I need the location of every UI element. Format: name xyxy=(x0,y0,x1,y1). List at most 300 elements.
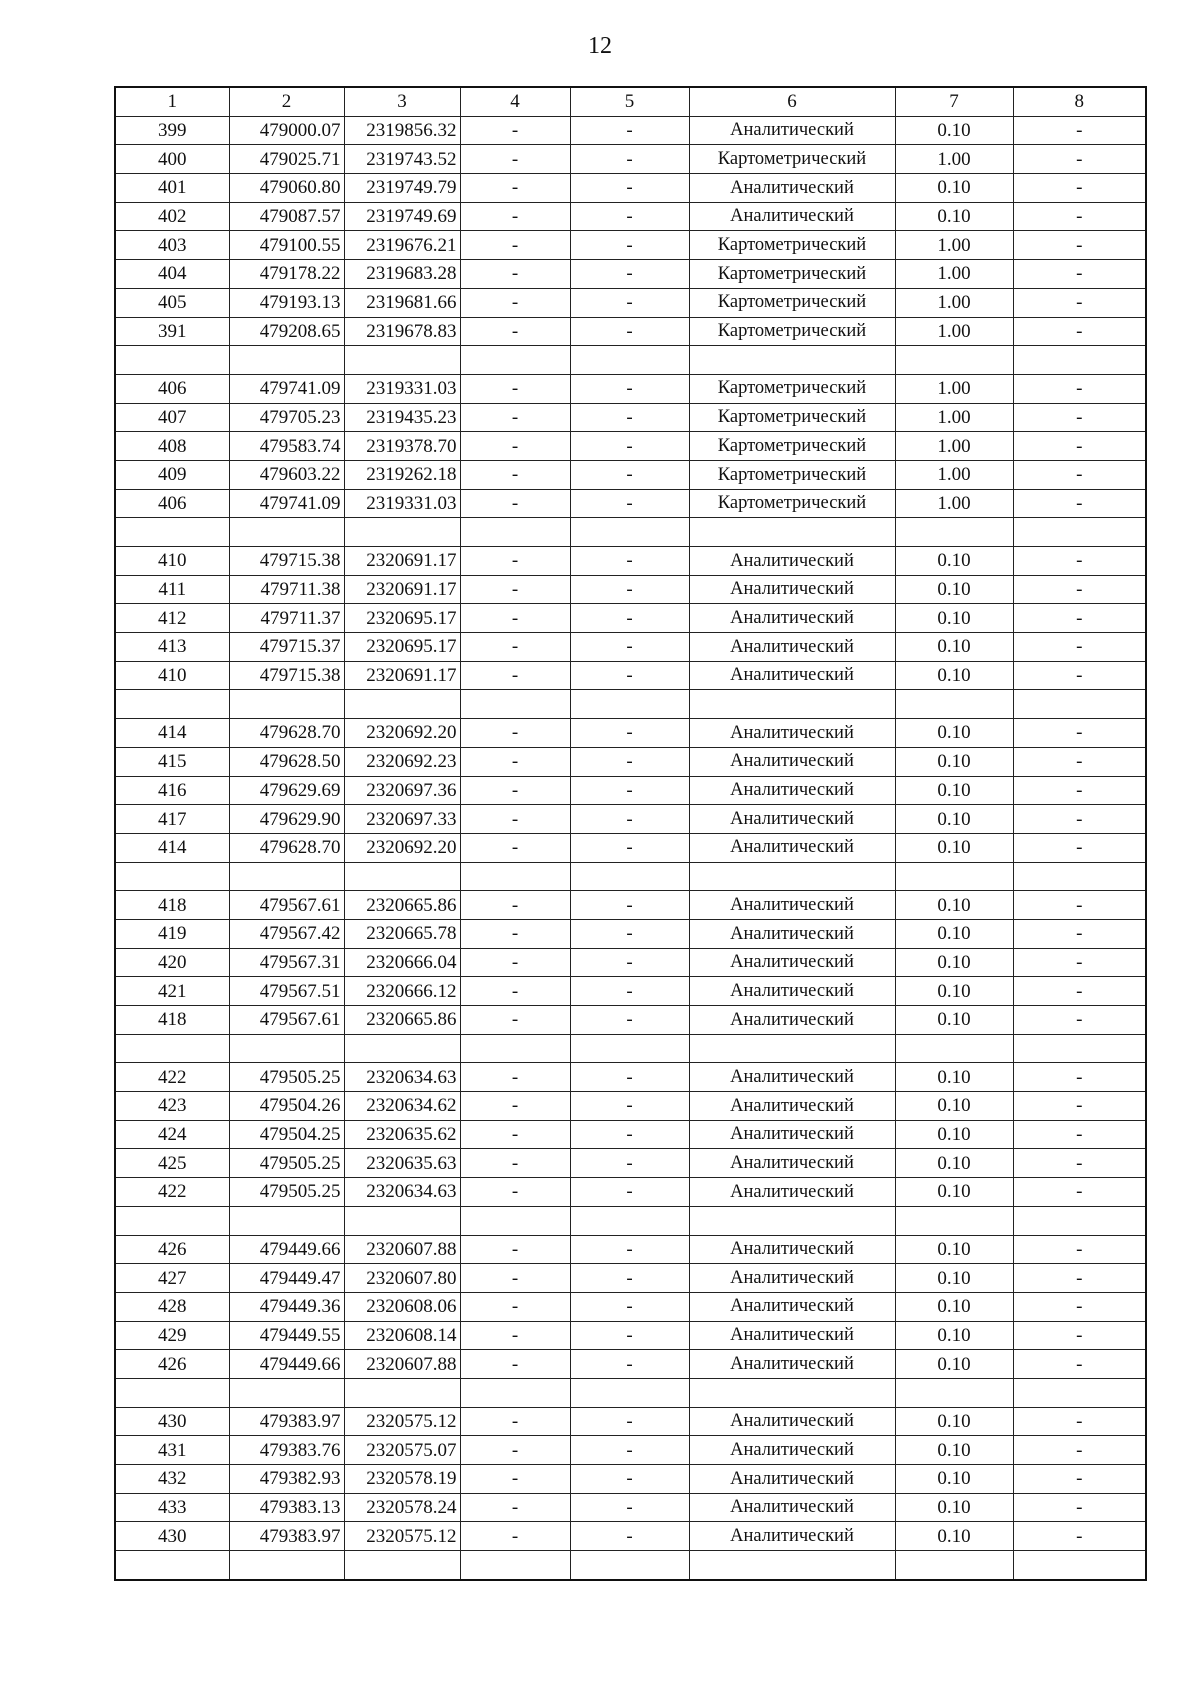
column-4-cell: - xyxy=(460,919,570,948)
method-cell: Аналитический xyxy=(689,891,895,920)
column-8-cell: - xyxy=(1013,1436,1146,1465)
x-coordinate-cell: 479629.90 xyxy=(229,805,344,834)
column-4-cell: - xyxy=(460,1292,570,1321)
y-coordinate-cell: 2320575.12 xyxy=(344,1407,460,1436)
column-4-cell: - xyxy=(460,747,570,776)
accuracy-cell: 0.10 xyxy=(895,747,1013,776)
column-4-cell: - xyxy=(460,891,570,920)
column-4-cell: - xyxy=(460,403,570,432)
column-4-cell: - xyxy=(460,1465,570,1494)
point-number-cell: 420 xyxy=(115,948,229,977)
column-5-cell: - xyxy=(570,1522,689,1551)
column-8-cell xyxy=(1013,1206,1146,1235)
y-coordinate-cell: 2319856.32 xyxy=(344,116,460,145)
table-row xyxy=(115,1321,1146,1350)
table-row xyxy=(115,1407,1146,1436)
y-coordinate-cell: 2320691.17 xyxy=(344,547,460,576)
column-4-cell: - xyxy=(460,776,570,805)
x-coordinate-cell xyxy=(229,1034,344,1063)
table-row xyxy=(115,288,1146,317)
y-coordinate-cell: 2320634.63 xyxy=(344,1178,460,1207)
point-number-cell xyxy=(115,346,229,375)
y-coordinate-cell: 2319681.66 xyxy=(344,288,460,317)
column-8-cell: - xyxy=(1013,948,1146,977)
table-row xyxy=(115,633,1146,662)
table-row xyxy=(115,518,1146,547)
method-cell: Аналитический xyxy=(689,116,895,145)
column-8-cell xyxy=(1013,518,1146,547)
table-row xyxy=(115,1235,1146,1264)
column-5-cell: - xyxy=(570,977,689,1006)
accuracy-cell: 0.10 xyxy=(895,1235,1013,1264)
x-coordinate-cell xyxy=(229,862,344,891)
column-5-cell: - xyxy=(570,1178,689,1207)
method-cell xyxy=(689,1378,895,1407)
accuracy-cell: 0.10 xyxy=(895,1407,1013,1436)
column-8-cell: - xyxy=(1013,202,1146,231)
column-8-cell: - xyxy=(1013,1149,1146,1178)
method-cell xyxy=(689,862,895,891)
method-cell: Аналитический xyxy=(689,977,895,1006)
column-8-cell: - xyxy=(1013,633,1146,662)
page-number: 12 xyxy=(588,33,612,59)
point-number-cell xyxy=(115,518,229,547)
accuracy-cell: 1.00 xyxy=(895,460,1013,489)
column-8-cell: - xyxy=(1013,1465,1146,1494)
column-8-cell xyxy=(1013,690,1146,719)
y-coordinate-cell: 2320695.17 xyxy=(344,604,460,633)
accuracy-cell: 1.00 xyxy=(895,432,1013,461)
x-coordinate-cell: 479449.66 xyxy=(229,1350,344,1379)
column-4-cell xyxy=(460,346,570,375)
column-5-cell: - xyxy=(570,1006,689,1035)
x-coordinate-cell: 479087.57 xyxy=(229,202,344,231)
table-row xyxy=(115,690,1146,719)
method-cell: Аналитический xyxy=(689,719,895,748)
method-cell: Аналитический xyxy=(689,1465,895,1494)
column-4-cell: - xyxy=(460,1149,570,1178)
accuracy-cell: 0.10 xyxy=(895,633,1013,662)
column-8-cell: - xyxy=(1013,833,1146,862)
method-cell: Аналитический xyxy=(689,633,895,662)
column-8-cell: - xyxy=(1013,805,1146,834)
accuracy-cell: 0.10 xyxy=(895,604,1013,633)
column-5-cell: - xyxy=(570,604,689,633)
method-cell: Картометрический xyxy=(689,489,895,518)
y-coordinate-cell: 2320691.17 xyxy=(344,575,460,604)
column-8-cell: - xyxy=(1013,231,1146,260)
method-cell: Картометрический xyxy=(689,231,895,260)
column-4-cell: - xyxy=(460,1006,570,1035)
table-row xyxy=(115,1149,1146,1178)
table-row xyxy=(115,1436,1146,1465)
table-row xyxy=(115,1378,1146,1407)
point-number-cell: 426 xyxy=(115,1350,229,1379)
accuracy-cell: 0.10 xyxy=(895,202,1013,231)
column-8-cell: - xyxy=(1013,403,1146,432)
x-coordinate-cell: 479178.22 xyxy=(229,260,344,289)
accuracy-cell: 0.10 xyxy=(895,575,1013,604)
accuracy-cell: 0.10 xyxy=(895,1264,1013,1293)
column-8-cell: - xyxy=(1013,317,1146,346)
column-4-cell: - xyxy=(460,432,570,461)
column-8-cell: - xyxy=(1013,776,1146,805)
x-coordinate-cell: 479628.50 xyxy=(229,747,344,776)
column-5-cell: - xyxy=(570,547,689,576)
column-5-cell: - xyxy=(570,1321,689,1350)
point-number-cell: 421 xyxy=(115,977,229,1006)
column-5-cell: - xyxy=(570,1149,689,1178)
column-4-cell: - xyxy=(460,202,570,231)
column-8-cell: - xyxy=(1013,432,1146,461)
x-coordinate-cell: 479711.38 xyxy=(229,575,344,604)
column-5-cell: - xyxy=(570,231,689,260)
column-4-cell xyxy=(460,1551,570,1580)
x-coordinate-cell: 479567.42 xyxy=(229,919,344,948)
method-cell: Аналитический xyxy=(689,1092,895,1121)
x-coordinate-cell: 479715.38 xyxy=(229,547,344,576)
method-cell xyxy=(689,690,895,719)
point-number-cell: 399 xyxy=(115,116,229,145)
column-8-cell: - xyxy=(1013,604,1146,633)
y-coordinate-cell: 2320608.06 xyxy=(344,1292,460,1321)
method-cell: Картометрический xyxy=(689,145,895,174)
x-coordinate-cell: 479383.76 xyxy=(229,1436,344,1465)
point-number-cell: 427 xyxy=(115,1264,229,1293)
table-row xyxy=(115,919,1146,948)
table-row xyxy=(115,805,1146,834)
accuracy-cell: 0.10 xyxy=(895,1292,1013,1321)
x-coordinate-cell: 479504.25 xyxy=(229,1120,344,1149)
table-row xyxy=(115,1264,1146,1293)
accuracy-cell: 0.10 xyxy=(895,1465,1013,1494)
table-row xyxy=(115,1034,1146,1063)
point-number-cell: 418 xyxy=(115,891,229,920)
column-4-cell: - xyxy=(460,260,570,289)
column-4-cell: - xyxy=(460,174,570,203)
accuracy-cell: 0.10 xyxy=(895,547,1013,576)
y-coordinate-cell: 2320665.78 xyxy=(344,919,460,948)
column-5-cell xyxy=(570,1206,689,1235)
column-5-cell: - xyxy=(570,833,689,862)
column-5-cell: - xyxy=(570,661,689,690)
x-coordinate-cell: 479060.80 xyxy=(229,174,344,203)
point-number-cell xyxy=(115,1034,229,1063)
method-cell: Аналитический xyxy=(689,1006,895,1035)
y-coordinate-cell: 2320578.24 xyxy=(344,1493,460,1522)
table-row xyxy=(115,1551,1146,1580)
column-8-cell: - xyxy=(1013,1006,1146,1035)
point-number-cell: 419 xyxy=(115,919,229,948)
column-5-cell: - xyxy=(570,1292,689,1321)
table-row xyxy=(115,174,1146,203)
column-5-cell: - xyxy=(570,575,689,604)
method-cell: Картометрический xyxy=(689,403,895,432)
column-5-cell: - xyxy=(570,374,689,403)
y-coordinate-cell xyxy=(344,346,460,375)
accuracy-cell: 0.10 xyxy=(895,891,1013,920)
column-8-cell: - xyxy=(1013,1493,1146,1522)
method-cell: Картометрический xyxy=(689,432,895,461)
accuracy-cell xyxy=(895,1551,1013,1580)
column-4-cell: - xyxy=(460,460,570,489)
accuracy-cell: 0.10 xyxy=(895,1120,1013,1149)
accuracy-cell xyxy=(895,1378,1013,1407)
accuracy-cell: 1.00 xyxy=(895,317,1013,346)
accuracy-cell: 0.10 xyxy=(895,1092,1013,1121)
y-coordinate-cell: 2320692.20 xyxy=(344,833,460,862)
column-4-cell: - xyxy=(460,547,570,576)
y-coordinate-cell: 2320634.62 xyxy=(344,1092,460,1121)
method-cell xyxy=(689,346,895,375)
x-coordinate-cell: 479705.23 xyxy=(229,403,344,432)
table-row xyxy=(115,1120,1146,1149)
column-4-cell: - xyxy=(460,1092,570,1121)
table-row xyxy=(115,1350,1146,1379)
point-number-cell: 425 xyxy=(115,1149,229,1178)
column-4-cell: - xyxy=(460,145,570,174)
column-4-cell: - xyxy=(460,116,570,145)
x-coordinate-cell: 479383.13 xyxy=(229,1493,344,1522)
column-5-cell: - xyxy=(570,460,689,489)
x-coordinate-cell: 479567.61 xyxy=(229,891,344,920)
point-number-cell: 418 xyxy=(115,1006,229,1035)
table-row xyxy=(115,460,1146,489)
column-8-cell xyxy=(1013,1551,1146,1580)
accuracy-cell: 0.10 xyxy=(895,174,1013,203)
column-header: 4 xyxy=(460,87,570,116)
method-cell: Аналитический xyxy=(689,1522,895,1551)
x-coordinate-cell: 479383.97 xyxy=(229,1522,344,1551)
method-cell xyxy=(689,1551,895,1580)
column-8-cell xyxy=(1013,1034,1146,1063)
column-5-cell: - xyxy=(570,919,689,948)
table-row xyxy=(115,833,1146,862)
accuracy-cell: 1.00 xyxy=(895,260,1013,289)
column-4-cell xyxy=(460,1034,570,1063)
point-number-cell: 426 xyxy=(115,1235,229,1264)
accuracy-cell: 1.00 xyxy=(895,403,1013,432)
table-body xyxy=(115,116,1146,1580)
column-8-cell: - xyxy=(1013,174,1146,203)
x-coordinate-cell: 479603.22 xyxy=(229,460,344,489)
x-coordinate-cell xyxy=(229,690,344,719)
x-coordinate-cell: 479193.13 xyxy=(229,288,344,317)
table-row xyxy=(115,260,1146,289)
method-cell: Аналитический xyxy=(689,776,895,805)
method-cell: Аналитический xyxy=(689,1493,895,1522)
method-cell: Картометрический xyxy=(689,374,895,403)
x-coordinate-cell: 479504.26 xyxy=(229,1092,344,1121)
column-5-cell: - xyxy=(570,489,689,518)
method-cell: Картометрический xyxy=(689,460,895,489)
table-row xyxy=(115,1292,1146,1321)
column-8-cell: - xyxy=(1013,116,1146,145)
column-8-cell: - xyxy=(1013,747,1146,776)
x-coordinate-cell: 479100.55 xyxy=(229,231,344,260)
x-coordinate-cell: 479567.61 xyxy=(229,1006,344,1035)
column-5-cell: - xyxy=(570,1120,689,1149)
method-cell: Аналитический xyxy=(689,1063,895,1092)
x-coordinate-cell xyxy=(229,1378,344,1407)
column-5-cell: - xyxy=(570,145,689,174)
accuracy-cell: 0.10 xyxy=(895,1522,1013,1551)
column-5-cell: - xyxy=(570,288,689,317)
column-8-cell: - xyxy=(1013,1178,1146,1207)
column-8-cell: - xyxy=(1013,977,1146,1006)
y-coordinate-cell xyxy=(344,1378,460,1407)
accuracy-cell: 0.10 xyxy=(895,805,1013,834)
coordinates-table xyxy=(114,86,1147,1581)
table-row xyxy=(115,116,1146,145)
x-coordinate-cell: 479383.97 xyxy=(229,1407,344,1436)
point-number-cell: 401 xyxy=(115,174,229,203)
table-row xyxy=(115,977,1146,1006)
table-row xyxy=(115,432,1146,461)
column-5-cell xyxy=(570,346,689,375)
column-4-cell xyxy=(460,1206,570,1235)
method-cell xyxy=(689,518,895,547)
column-header: 6 xyxy=(689,87,895,116)
y-coordinate-cell: 2320607.88 xyxy=(344,1350,460,1379)
y-coordinate-cell: 2320608.14 xyxy=(344,1321,460,1350)
y-coordinate-cell: 2319331.03 xyxy=(344,374,460,403)
accuracy-cell: 0.10 xyxy=(895,776,1013,805)
x-coordinate-cell xyxy=(229,1551,344,1580)
accuracy-cell: 0.10 xyxy=(895,1149,1013,1178)
table-header-row xyxy=(115,87,1146,116)
column-8-cell: - xyxy=(1013,489,1146,518)
column-5-cell: - xyxy=(570,776,689,805)
column-8-cell: - xyxy=(1013,661,1146,690)
point-number-cell: 423 xyxy=(115,1092,229,1121)
point-number-cell: 411 xyxy=(115,575,229,604)
table-row xyxy=(115,661,1146,690)
method-cell: Аналитический xyxy=(689,1292,895,1321)
column-4-cell: - xyxy=(460,1264,570,1293)
accuracy-cell: 1.00 xyxy=(895,288,1013,317)
accuracy-cell: 0.10 xyxy=(895,833,1013,862)
accuracy-cell xyxy=(895,862,1013,891)
y-coordinate-cell: 2320697.36 xyxy=(344,776,460,805)
column-5-cell: - xyxy=(570,1264,689,1293)
y-coordinate-cell: 2319743.52 xyxy=(344,145,460,174)
table-row xyxy=(115,719,1146,748)
y-coordinate-cell: 2320665.86 xyxy=(344,1006,460,1035)
point-number-cell: 414 xyxy=(115,719,229,748)
column-4-cell: - xyxy=(460,1178,570,1207)
x-coordinate-cell: 479449.47 xyxy=(229,1264,344,1293)
x-coordinate-cell: 479741.09 xyxy=(229,374,344,403)
column-8-cell: - xyxy=(1013,1407,1146,1436)
table-row xyxy=(115,403,1146,432)
column-8-cell: - xyxy=(1013,145,1146,174)
column-8-cell: - xyxy=(1013,1063,1146,1092)
table-row xyxy=(115,1522,1146,1551)
point-number-cell: 412 xyxy=(115,604,229,633)
point-number-cell xyxy=(115,1206,229,1235)
point-number-cell: 428 xyxy=(115,1292,229,1321)
method-cell: Аналитический xyxy=(689,1436,895,1465)
column-5-cell: - xyxy=(570,891,689,920)
method-cell: Аналитический xyxy=(689,1321,895,1350)
point-number-cell: 417 xyxy=(115,805,229,834)
x-coordinate-cell: 479629.69 xyxy=(229,776,344,805)
column-5-cell: - xyxy=(570,1407,689,1436)
point-number-cell: 431 xyxy=(115,1436,229,1465)
x-coordinate-cell: 479715.38 xyxy=(229,661,344,690)
x-coordinate-cell xyxy=(229,518,344,547)
x-coordinate-cell: 479505.25 xyxy=(229,1149,344,1178)
point-number-cell xyxy=(115,1551,229,1580)
column-4-cell: - xyxy=(460,1120,570,1149)
point-number-cell: 410 xyxy=(115,547,229,576)
method-cell xyxy=(689,1034,895,1063)
column-5-cell: - xyxy=(570,317,689,346)
x-coordinate-cell: 479567.31 xyxy=(229,948,344,977)
method-cell: Аналитический xyxy=(689,1407,895,1436)
column-4-cell: - xyxy=(460,575,570,604)
y-coordinate-cell xyxy=(344,1206,460,1235)
point-number-cell: 430 xyxy=(115,1407,229,1436)
x-coordinate-cell: 479449.36 xyxy=(229,1292,344,1321)
y-coordinate-cell: 2320697.33 xyxy=(344,805,460,834)
column-4-cell: - xyxy=(460,317,570,346)
point-number-cell xyxy=(115,690,229,719)
column-5-cell: - xyxy=(570,260,689,289)
column-4-cell: - xyxy=(460,1350,570,1379)
accuracy-cell: 0.10 xyxy=(895,919,1013,948)
point-number-cell: 407 xyxy=(115,403,229,432)
accuracy-cell xyxy=(895,346,1013,375)
table-row xyxy=(115,1092,1146,1121)
accuracy-cell: 1.00 xyxy=(895,374,1013,403)
table-row xyxy=(115,231,1146,260)
y-coordinate-cell xyxy=(344,518,460,547)
column-5-cell xyxy=(570,1551,689,1580)
column-4-cell: - xyxy=(460,1321,570,1350)
method-cell: Картометрический xyxy=(689,260,895,289)
column-8-cell: - xyxy=(1013,1350,1146,1379)
table-row xyxy=(115,1006,1146,1035)
x-coordinate-cell: 479449.55 xyxy=(229,1321,344,1350)
column-5-cell: - xyxy=(570,1436,689,1465)
column-4-cell: - xyxy=(460,948,570,977)
x-coordinate-cell: 479000.07 xyxy=(229,116,344,145)
table-row xyxy=(115,317,1146,346)
point-number-cell: 415 xyxy=(115,747,229,776)
y-coordinate-cell: 2320607.88 xyxy=(344,1235,460,1264)
y-coordinate-cell: 2320665.86 xyxy=(344,891,460,920)
accuracy-cell: 0.10 xyxy=(895,1350,1013,1379)
column-8-cell: - xyxy=(1013,1522,1146,1551)
table-row xyxy=(115,575,1146,604)
method-cell: Аналитический xyxy=(689,805,895,834)
accuracy-cell: 0.10 xyxy=(895,977,1013,1006)
accuracy-cell: 0.10 xyxy=(895,948,1013,977)
point-number-cell xyxy=(115,862,229,891)
method-cell: Аналитический xyxy=(689,1235,895,1264)
column-4-cell: - xyxy=(460,977,570,1006)
y-coordinate-cell: 2320692.23 xyxy=(344,747,460,776)
y-coordinate-cell: 2320695.17 xyxy=(344,633,460,662)
table-row xyxy=(115,1465,1146,1494)
accuracy-cell: 0.10 xyxy=(895,661,1013,690)
accuracy-cell: 1.00 xyxy=(895,145,1013,174)
x-coordinate-cell: 479449.66 xyxy=(229,1235,344,1264)
method-cell: Аналитический xyxy=(689,1120,895,1149)
y-coordinate-cell: 2319331.03 xyxy=(344,489,460,518)
